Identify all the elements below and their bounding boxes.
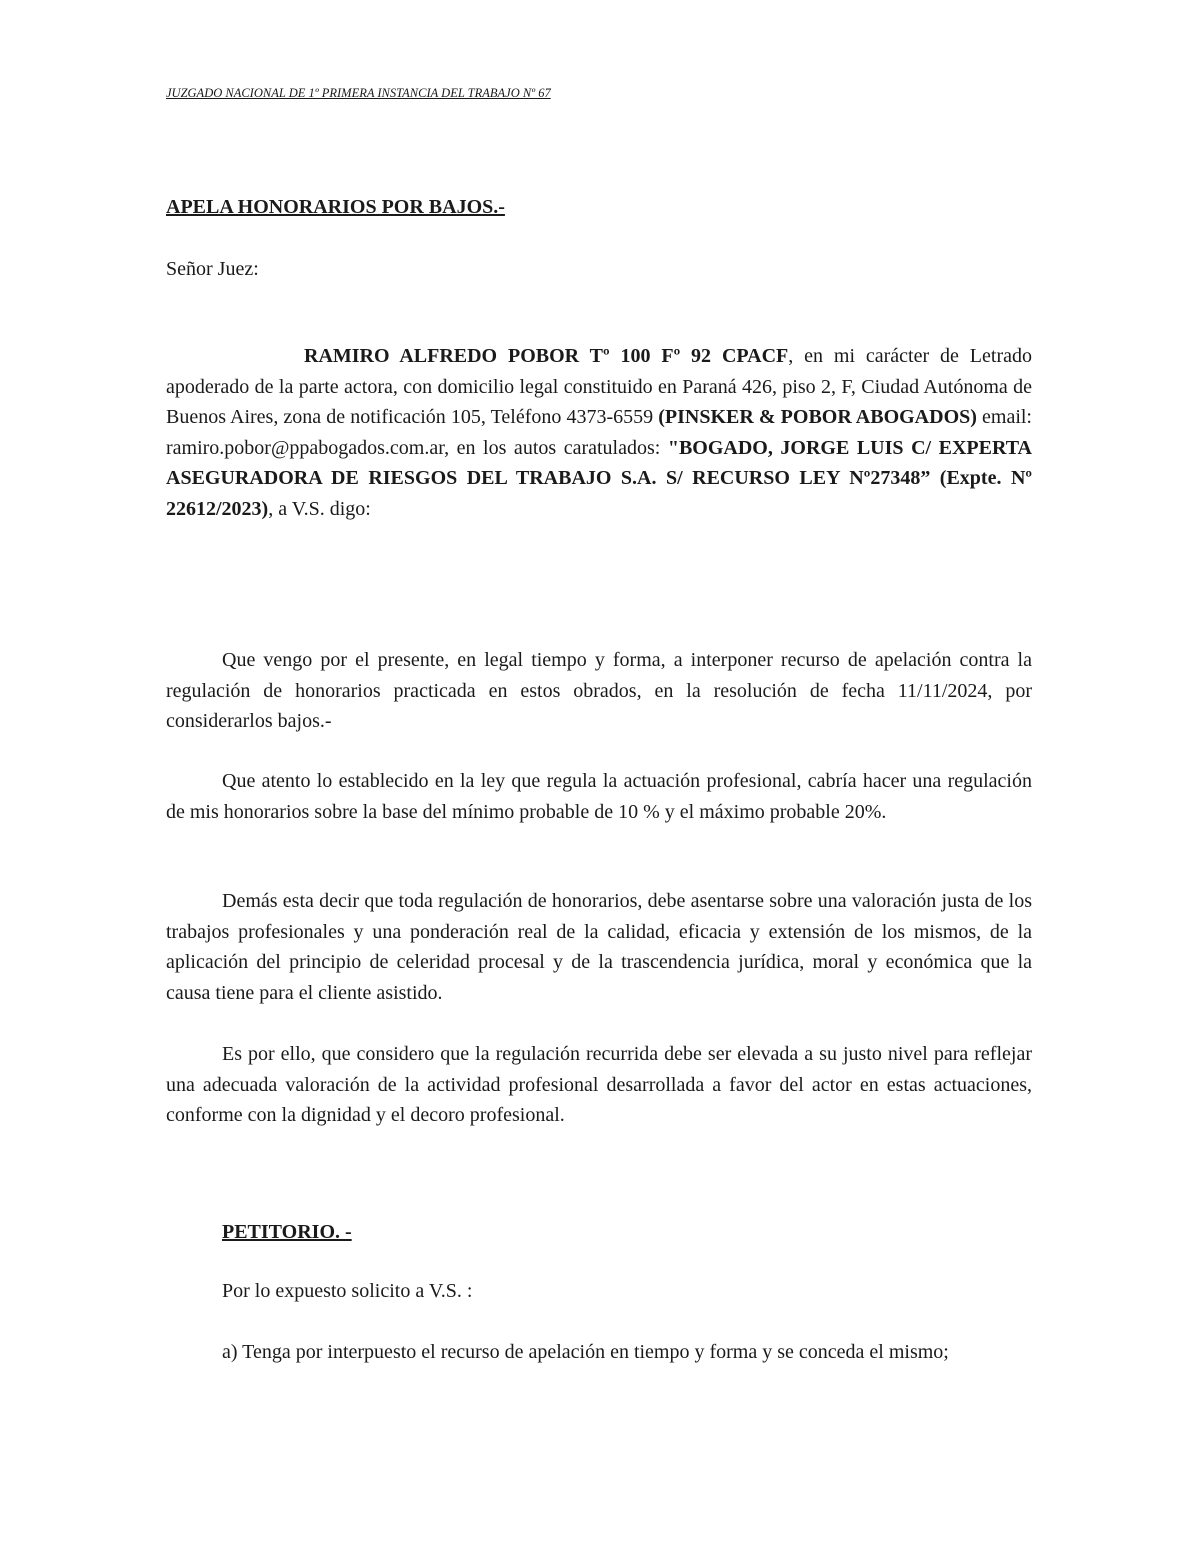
- intro-text-2: email: ramiro.pobor@ppabogados.com.ar, en los autos caratulados:: [166, 406, 1032, 459]
- body-paragraph-3: [166, 886, 1032, 1008]
- body-paragraph-2: [166, 766, 1032, 827]
- court-header: JUZGADO NACIONAL DE 1º PRIMERA INSTANCIA DEL TRABAJO Nº 67: [166, 86, 551, 100]
- intro-paragraph: [166, 341, 1032, 524]
- paragraph-text: Demás esta decir que toda regulación de honorarios, debe asentarse sobre una valoración justa de los trabajos profesionales y una ponderación real de la calidad, eficacia y extensión de los mismos, de la aplicación del principio de celeridad procesal y de la trascendencia jurídica, moral y económica que la causa tiene para el cliente asistido.: [166, 890, 1032, 1004]
- body-paragraph-1: [166, 645, 1032, 737]
- paragraph-text: Que atento lo establecido en la ley que regula la actuación profesional, cabría hacer una regulación de mis honorarios sobre la base del mínimo probable de 10 % y el máximo probable 20%.: [166, 770, 1032, 823]
- intro-text-1: , en mi carácter de Letrado apoderado de la parte actora, con domicilio legal constituido en Paraná 426, piso 2, F, Ciudad Autónoma de Buenos Aires, zona de notificación 105, Teléfono 4373-6559: [166, 345, 1032, 428]
- petitorio-item-a: [166, 1337, 1032, 1368]
- intro-text-3: , a V.S. digo:: [268, 497, 371, 520]
- paragraph-text: Que vengo por el presente, en legal tiempo y forma, a interponer recurso de apelación contra la regulación de honorarios practicada en estos obrados, en la resolución de fecha 11/11/2024, por considerarlos bajos.-: [166, 649, 1032, 732]
- firm-name: (PINSKER & POBOR ABOGADOS): [658, 406, 977, 428]
- document-title: APELA HONORARIOS POR BAJOS.-: [166, 196, 505, 218]
- case-title: "BOGADO, JORGE LUIS C/ EXPERTA ASEGURADORA DE RIESGOS DEL TRABAJO S.A. S/ RECURSO LEY Nº27348” (Expte. Nº 22612/2023): [166, 436, 1032, 520]
- lawyer-name: RAMIRO ALFREDO POBOR Tº 100 Fº 92 CPACF: [304, 345, 789, 367]
- paragraph-text: Es por ello, que considero que la regulación recurrida debe ser elevada a su justo nivel para reflejar una adecuada valoración de la actividad profesional desarrollada a favor del actor en estas actuaciones, conforme con la dignidad y el decoro profesional.: [166, 1043, 1032, 1126]
- petitorio-title: PETITORIO. -: [222, 1221, 352, 1243]
- greeting: Señor Juez:: [166, 258, 259, 280]
- item-text: a) Tenga por interpuesto el recurso de apelación en tiempo y forma y se conceda el mismo;: [222, 1341, 949, 1363]
- petitorio-intro: Por lo expuesto solicito a V.S. :: [222, 1280, 473, 1302]
- body-paragraph-4: [166, 1039, 1032, 1131]
